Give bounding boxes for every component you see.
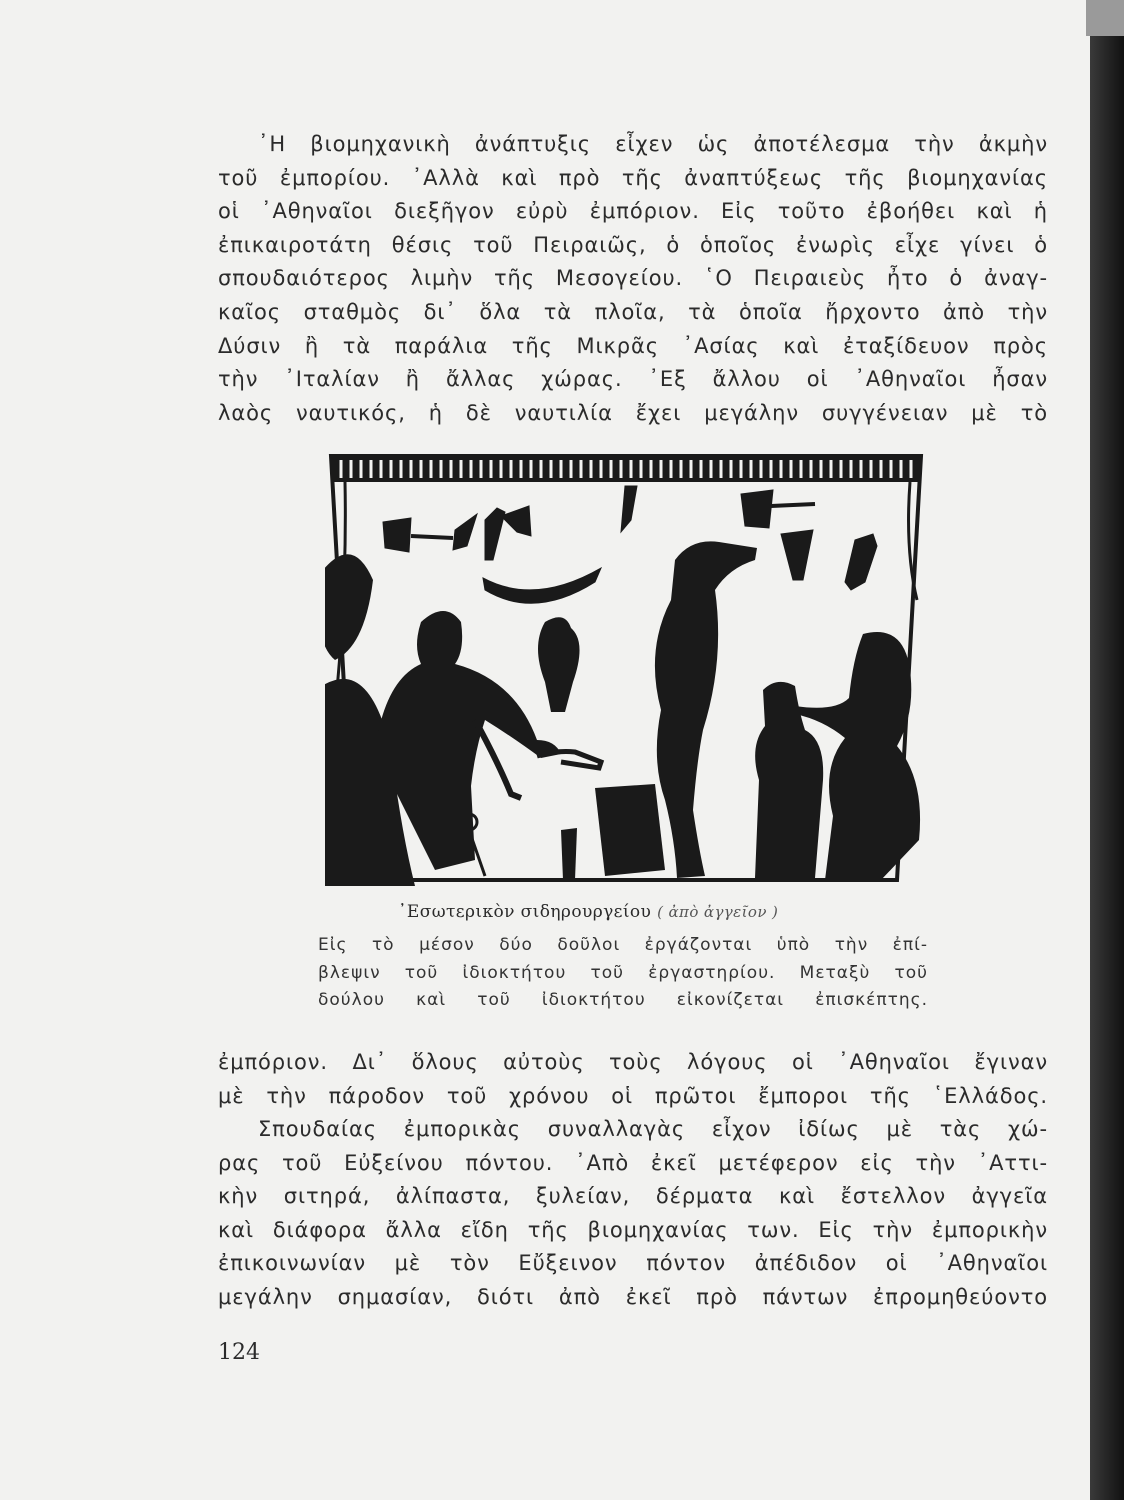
text-line: Δύσιν ἢ τὰ παράλια τῆς Μικρᾶς ᾿Ασίας καὶ ἐταξίδευον πρὸς [218,333,1048,358]
text-line: ᾿Η βιομηχανικὴ ἀνάπτυξις εἶχεν ὡς ἀποτέλεσμα τὴν ἀκμὴν [258,132,1048,156]
text-line: Σπουδαίας ἐμπορικὰς συναλλαγὰς εἶχον ἰδίως μὲ τὰς χώ- [258,1117,1048,1141]
text-line: καὶ διάφορα ἄλλα εἴδη τῆς βιομηχανίας των. Εἰς τὴν ἐμπορικὴν [218,1217,1048,1242]
vase-painting-illustration [325,450,925,886]
text-line: ἐπικαιροτάτη θέσις τοῦ Πειραιῶς, ὁ ὁποῖος ἐνωρὶς εἶχε γίνει ὁ [218,232,1048,257]
top-paragraph [218,128,1048,430]
text-line: ἐμπόριον. Δι᾿ ὅλους αὐτοὺς τοὺς λόγους οἱ ᾿Αθηναῖοι ἔγιναν [218,1050,1048,1074]
text-line: οἱ ᾿Αθηναῖοι διεξῆγον εὐρὺ ἐμπόριον. Εἰς τοῦτο ἐβοήθει καὶ ἡ [218,199,1048,224]
page-corner [1086,0,1124,36]
caption-source: ( ἀπὸ ἀγγεῖον ) [657,903,779,921]
page-edge-shadow [1090,0,1124,1500]
text-line: μεγάλην σημασίαν, διότι ἀπὸ ἐκεῖ πρὸ πάντων ἐπρομηθεύοντο [218,1284,1048,1309]
caption-line: βλεψιν τοῦ ἰδιοκτήτου τοῦ ἐργαστηρίου. Μεταξὺ τοῦ [318,962,928,983]
text-line: μὲ τὴν πάροδον τοῦ χρόνου οἱ πρῶτοι ἔμποροι τῆς ῾Ελλάδος. [218,1083,1048,1108]
figure-caption-title [398,902,778,922]
text-line: ἐπικοινωνίαν μὲ τὸν Εὔξεινον πόντον ἀπέδιδον οἱ ᾿Αθηναῖοι [218,1251,1048,1276]
text-line: καῖος σταθμὸς δι᾿ ὅλα τὰ πλοῖα, τὰ ὁποῖα ἤρχοντο ἀπὸ τὴν [218,299,1048,324]
caption-line: δούλου καὶ τοῦ ἰδιοκτήτου εἰκονίζεται ἐπισκέπτης. [318,990,928,1010]
text-line: τὴν ᾿Ιταλίαν ἢ ἄλλας χώρας. ᾿Εξ ἄλλου οἱ ᾿Αθηναῖοι ἦσαν [218,367,1048,392]
bottom-paragraph-2 [218,1113,1048,1315]
text-line: ρας τοῦ Εὐξείνου πόντου. ᾿Απὸ ἐκεῖ μετέφερον εἰς τὴν ᾿Αττι- [218,1150,1048,1175]
figure-caption-text [318,932,928,1015]
text-line: κὴν σιτηρά, ἀλίπαστα, ξυλείαν, δέρματα καὶ ἔστελλον ἀγγεῖα [218,1184,1048,1209]
text-line: τοῦ ἐμπορίου. ᾿Αλλὰ καὶ πρὸ τῆς ἀναπτύξεως τῆς βιομηχανίας [218,165,1048,190]
page-number: 124 [218,1340,260,1365]
caption-title-text: ᾿Εσωτερικὸν σιδηρουργείου [398,902,652,922]
bottom-paragraph-1 [218,1046,1048,1113]
text-line: σπουδαιότερος λιμὴν τῆς Μεσογείου. ῾Ο Πειραιεὺς ἦτο ὁ ἀναγ- [218,266,1048,291]
caption-line: Εἰς τὸ μέσον δύο δοῦλοι ἐργάζονται ὑπὸ τὴν ἐπί- [318,935,928,955]
text-line: λαὸς ναυτικός, ἡ δὲ ναυτιλία ἔχει μεγάλην συγγένειαν μὲ τὸ [218,400,1048,425]
